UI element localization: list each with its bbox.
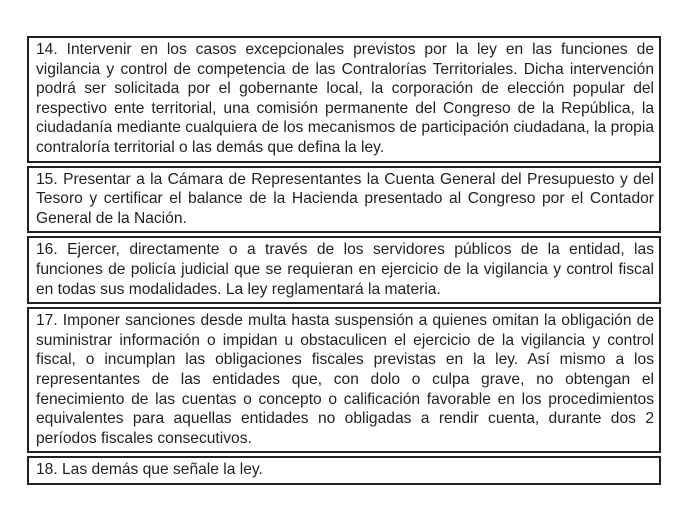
function-item-18: 18. Las demás que señale la ley. <box>27 456 661 485</box>
function-item-15: 15. Presentar a la Cámara de Representantes la Cuenta General del Presupuesto y del Tesoro y certificar el balance de la Hacienda presentado al Congreso por el Contador General de la Nación. <box>27 166 661 234</box>
function-item-16: 16. Ejercer, directamente o a través de los servidores públicos de la entidad, las funciones de policía judicial que se requieran en ejercicio de la vigilancia y control fiscal en todas sus modalidades. La ley reglamentará la materia. <box>27 236 661 304</box>
functions-list <box>27 36 661 485</box>
function-item-14: 14. Intervenir en los casos excepcionales previstos por la ley en las funciones de vigilancia y control de competencia de las Contralorías Territoriales. Dicha intervención podrá ser solicitada por el gobernante local, la corporación de elección popular del respectivo ente territorial, una comisión permanente del Congreso de la República, la ciudadanía mediante cualquiera de los mecanismos de participación ciudadana, la propia contraloría territorial o las demás que defina la ley. <box>27 36 661 163</box>
function-item-17: 17. Imponer sanciones desde multa hasta suspensión a quienes omitan la obligación de suministrar información o impidan u obstaculicen el ejercicio de la vigilancia y control fiscal, o incumplan las obligaciones fiscales previstas en la ley. Así mismo a los representantes de las entidades que, con dolo o culpa grave, no obtengan el fenecimiento de las cuentas o concepto o calificación favorable en los procedimientos equivalentes para aquellas entidades no obligadas a rendir cuenta, durante dos 2 períodos fiscales consecutivos. <box>27 307 661 453</box>
